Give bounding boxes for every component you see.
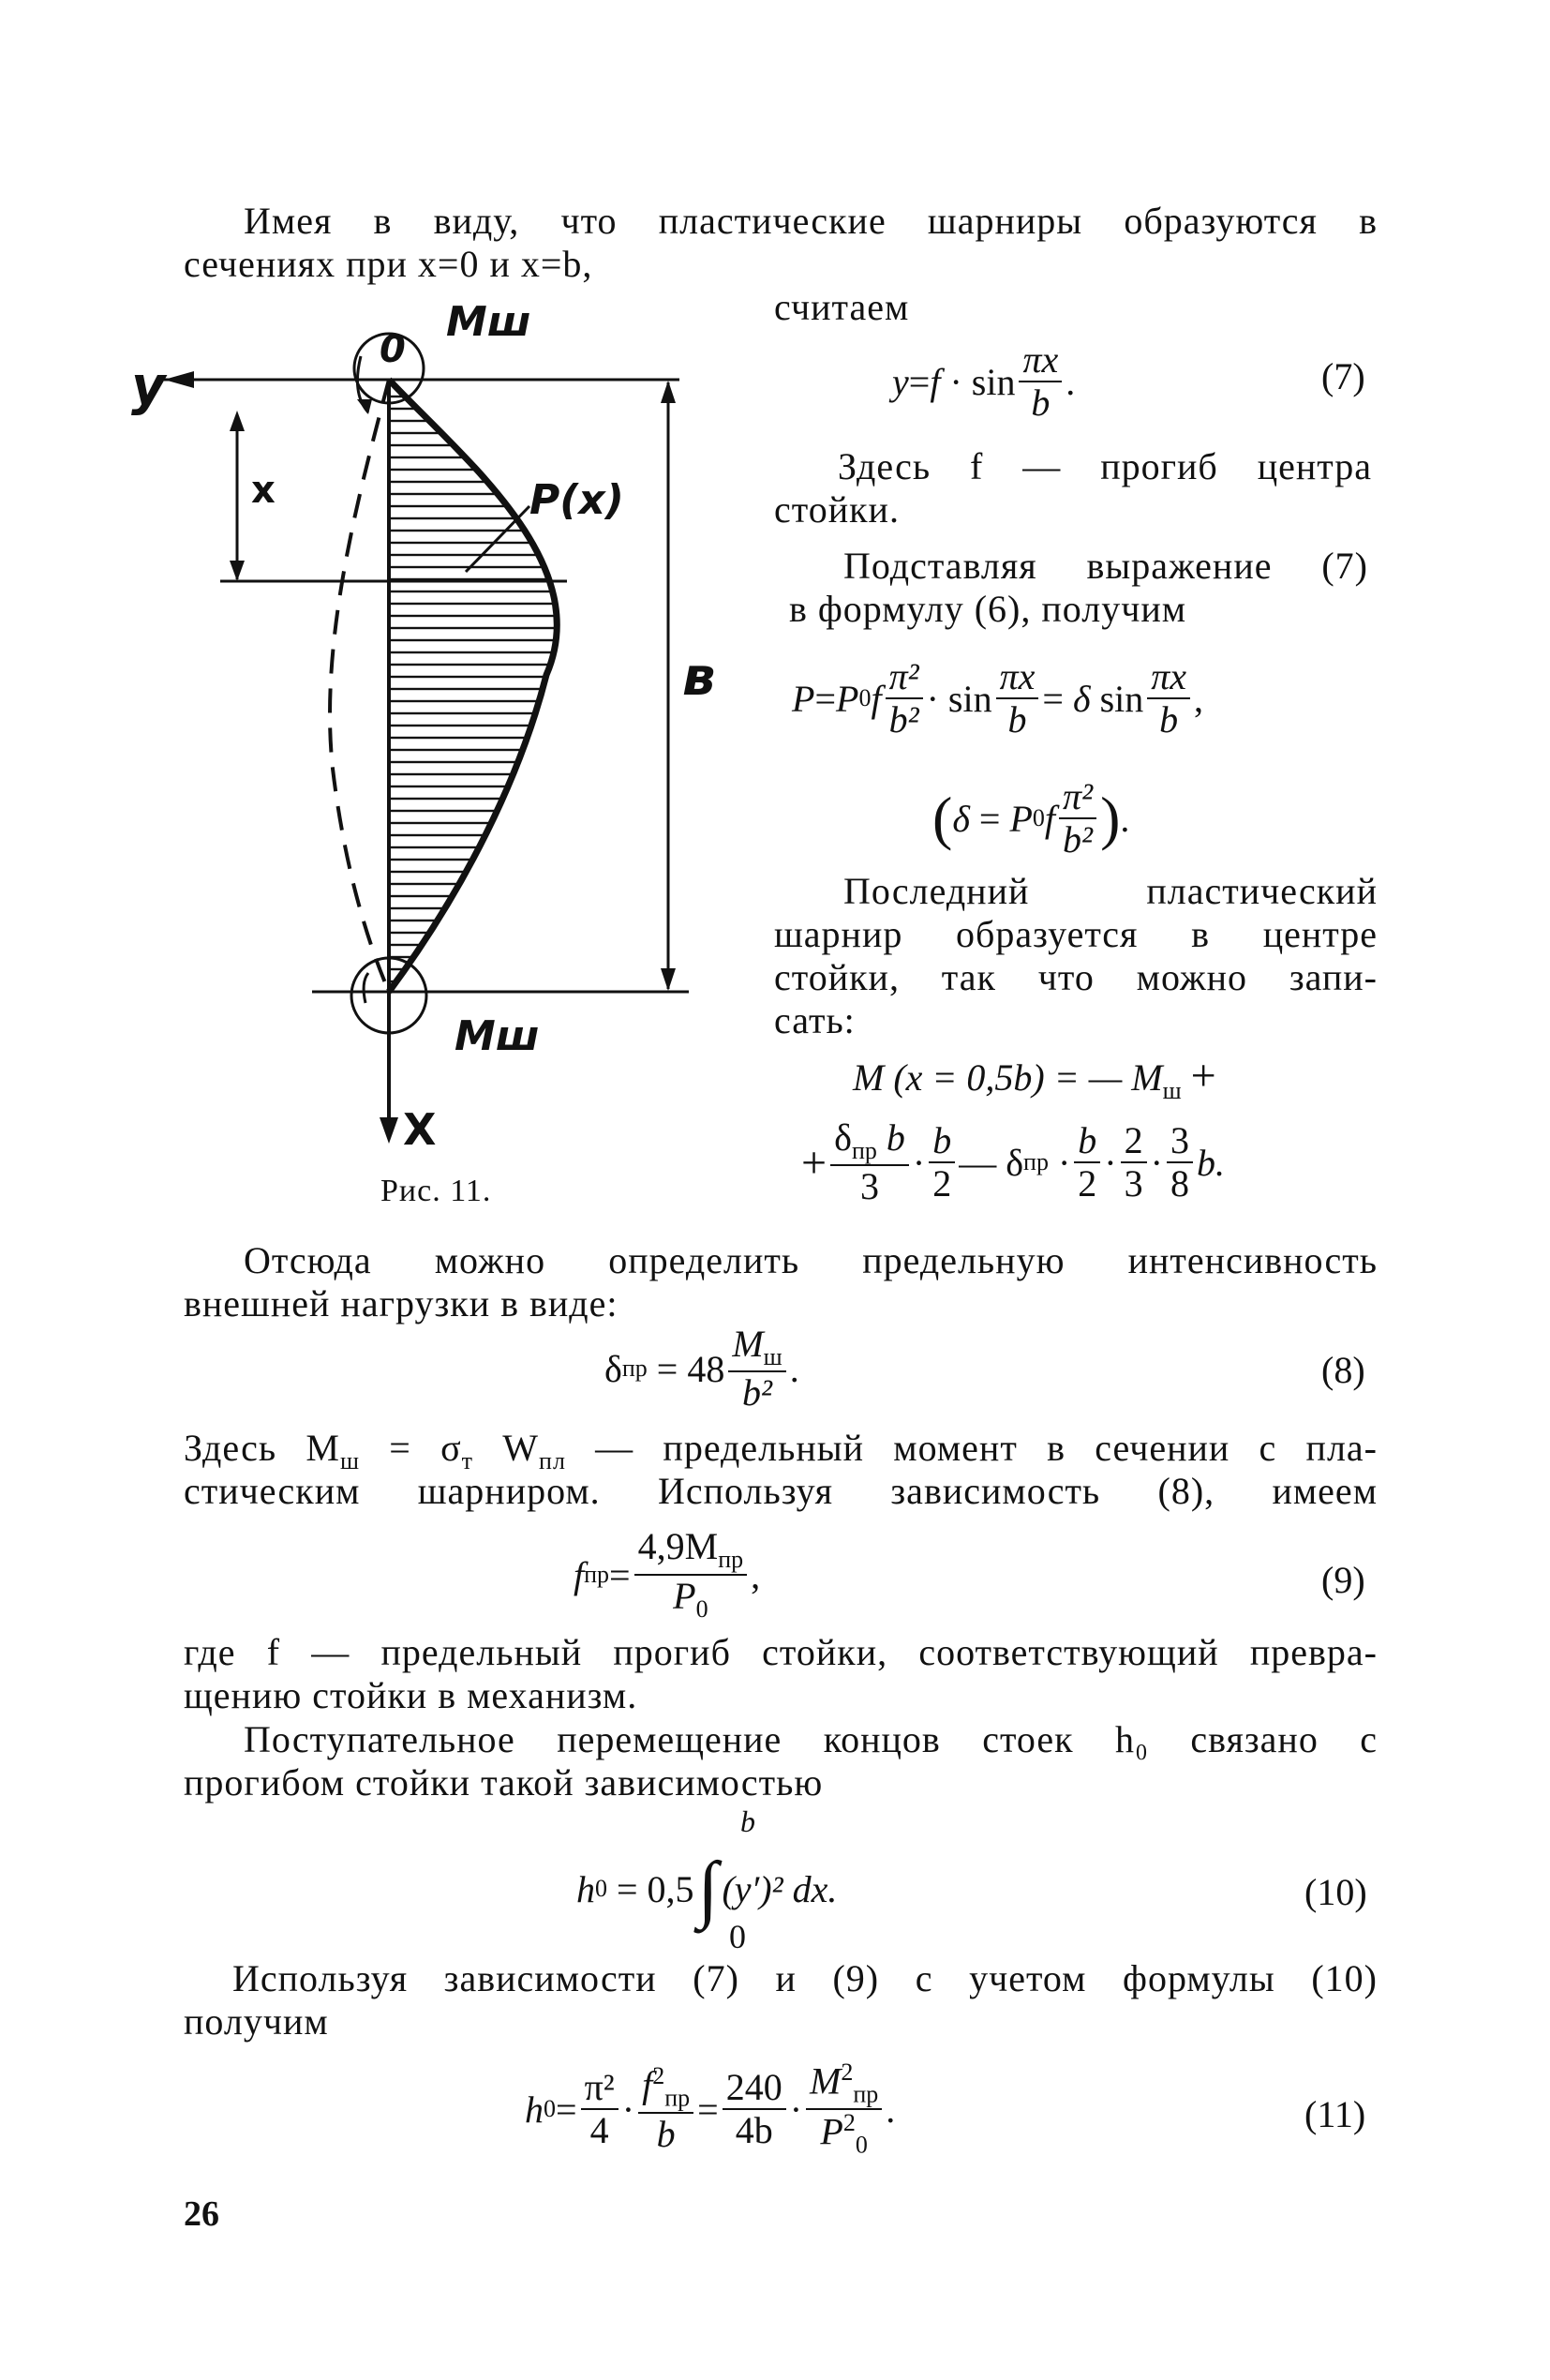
equation-10: h 0 = 0,5 ∫ (y′)² dx. — [576, 1847, 838, 1930]
equation-9-number: (9) — [1321, 1559, 1365, 1601]
x-dim-arrow-top — [230, 411, 245, 431]
top-moment-arrow — [357, 399, 372, 414]
paragraph-9-line-1: Используя зависимости (7) и (9) с учетом формулы (10) — [232, 1957, 1378, 1999]
label-x-axis: X — [403, 1104, 437, 1155]
equation-8-number: (8) — [1321, 1349, 1365, 1391]
equation-7-number: (7) — [1321, 355, 1365, 397]
deflected-shape — [330, 380, 389, 992]
paragraph-7-line-2: щению стойки в механизм. — [184, 1674, 638, 1716]
paragraph-1-line-3: считаем — [774, 286, 910, 328]
load-diagram-hatch — [389, 380, 557, 992]
paragraph-4-line-2: шарнир образуется в центре — [774, 913, 1378, 955]
label-m-bottom: Mш — [455, 1012, 540, 1060]
paragraph-8-line-1: Поступательное перемещение концов стоек h₀ связано с — [244, 1718, 1378, 1760]
paragraph-4-line-3: стойки, так что можно запи- — [774, 956, 1378, 998]
equation-10-number: (10) — [1304, 1871, 1367, 1913]
equation-moment-line-1: M (x = 0,5b) = — $M_ш$ + — [853, 1051, 1216, 1104]
b-dim-arrow-bottom — [661, 968, 676, 991]
paragraph-4-line-1: Последний пластический — [843, 870, 1378, 912]
equation-load: P = P 0 f $\frac{\text{π²}}{\text{b²}}$ · sin $\frac{\pi x}{b}$ = δ sin $\frac{\pi x}{b}$ , — [792, 655, 1204, 741]
equation-9: f пр = $\frac{4,9M_{пр}}{P_0}$ , — [574, 1525, 761, 1623]
label-origin: 0 — [380, 328, 406, 371]
label-m-top: Mш — [446, 298, 531, 346]
label-x-dimension: x — [251, 469, 276, 512]
paragraph-4-line-4: сать: — [774, 999, 856, 1041]
equation-7: y = f · sin $\frac{\pi x}{b}$ . — [892, 338, 1076, 424]
paragraph-3-line-2: в формулу (6), получим — [789, 588, 1187, 630]
page-number: 26 — [184, 2194, 219, 2234]
paragraph-8-line-2: прогибом стойки такой зависимостью — [184, 1761, 824, 1804]
equation-moment-line-2: + $\frac{\delta_{пр} b}{3}$ · $\frac{b}{2}$ — δ пр · $\frac{b}{2}$ · $\frac{2}{3}$ · $\frac{3}{8}$ b. — [801, 1115, 1225, 1208]
y-axis-arrowhead — [164, 371, 194, 388]
b-dim-arrow-top — [661, 381, 676, 403]
paragraph-1-line-1: Имея в виду, что пластические шарниры образуются в — [244, 200, 1378, 242]
integral-lower-limit: 0 — [729, 1918, 746, 1955]
paragraph-2-line-1: Здесь f — прогиб центра — [838, 445, 1372, 487]
paragraph-5-line-1: Отсюда можно определить предельную интенсивность — [244, 1239, 1378, 1281]
figure-11 — [127, 281, 708, 1237]
equation-11: h 0 = $\frac{\text{π²}}{4}$ · $\frac{f^2_{пр}}{b}$ = $\frac{240}{4b}$ · $\frac{M^2_{пр}}{P^2_0}$ . — [525, 2058, 896, 2159]
x-axis-arrowhead — [380, 1117, 398, 1144]
equation-11-number: (11) — [1304, 2093, 1366, 2135]
bottom-moment-arc — [364, 973, 368, 1003]
label-p-of-x: P(x) — [529, 476, 624, 524]
integral-upper-limit: b — [740, 1804, 755, 1838]
equation-delta: ( δ = P 0 f $\frac{\text{π²}}{\text{b²}}$ ) . — [932, 775, 1130, 861]
figure-caption: Рис. 11. — [380, 1174, 492, 1208]
x-dim-arrow-bottom — [230, 561, 245, 581]
equation-8: δ пр = 48 $\frac{M_ш}{\text{b²}}$ . — [604, 1322, 799, 1415]
paragraph-5-line-2: внешней нагрузки в виде: — [184, 1282, 619, 1325]
paragraph-3-line-1: Подставляя выражение (7) — [843, 545, 1368, 587]
paragraph-7-line-1: где f — предельный прогиб стойки, соответствующий превра- — [184, 1631, 1378, 1673]
paragraph-6-line-1: Здесь $M_ш = \sigma_т$ $W_{пл}$ — предельный момент в сечении с пла- — [184, 1427, 1378, 1474]
paragraph-9-line-2: получим — [184, 2000, 329, 2043]
label-b: в — [682, 647, 716, 708]
paragraph-1-line-2: сечениях при x=0 и x=b, — [184, 243, 593, 285]
paragraph-6-line-2: стическим шарниром. Используя зависимость (8), имеем — [184, 1470, 1378, 1512]
paragraph-2-line-2: стойки. — [774, 488, 900, 531]
label-y-axis: y — [131, 356, 166, 417]
